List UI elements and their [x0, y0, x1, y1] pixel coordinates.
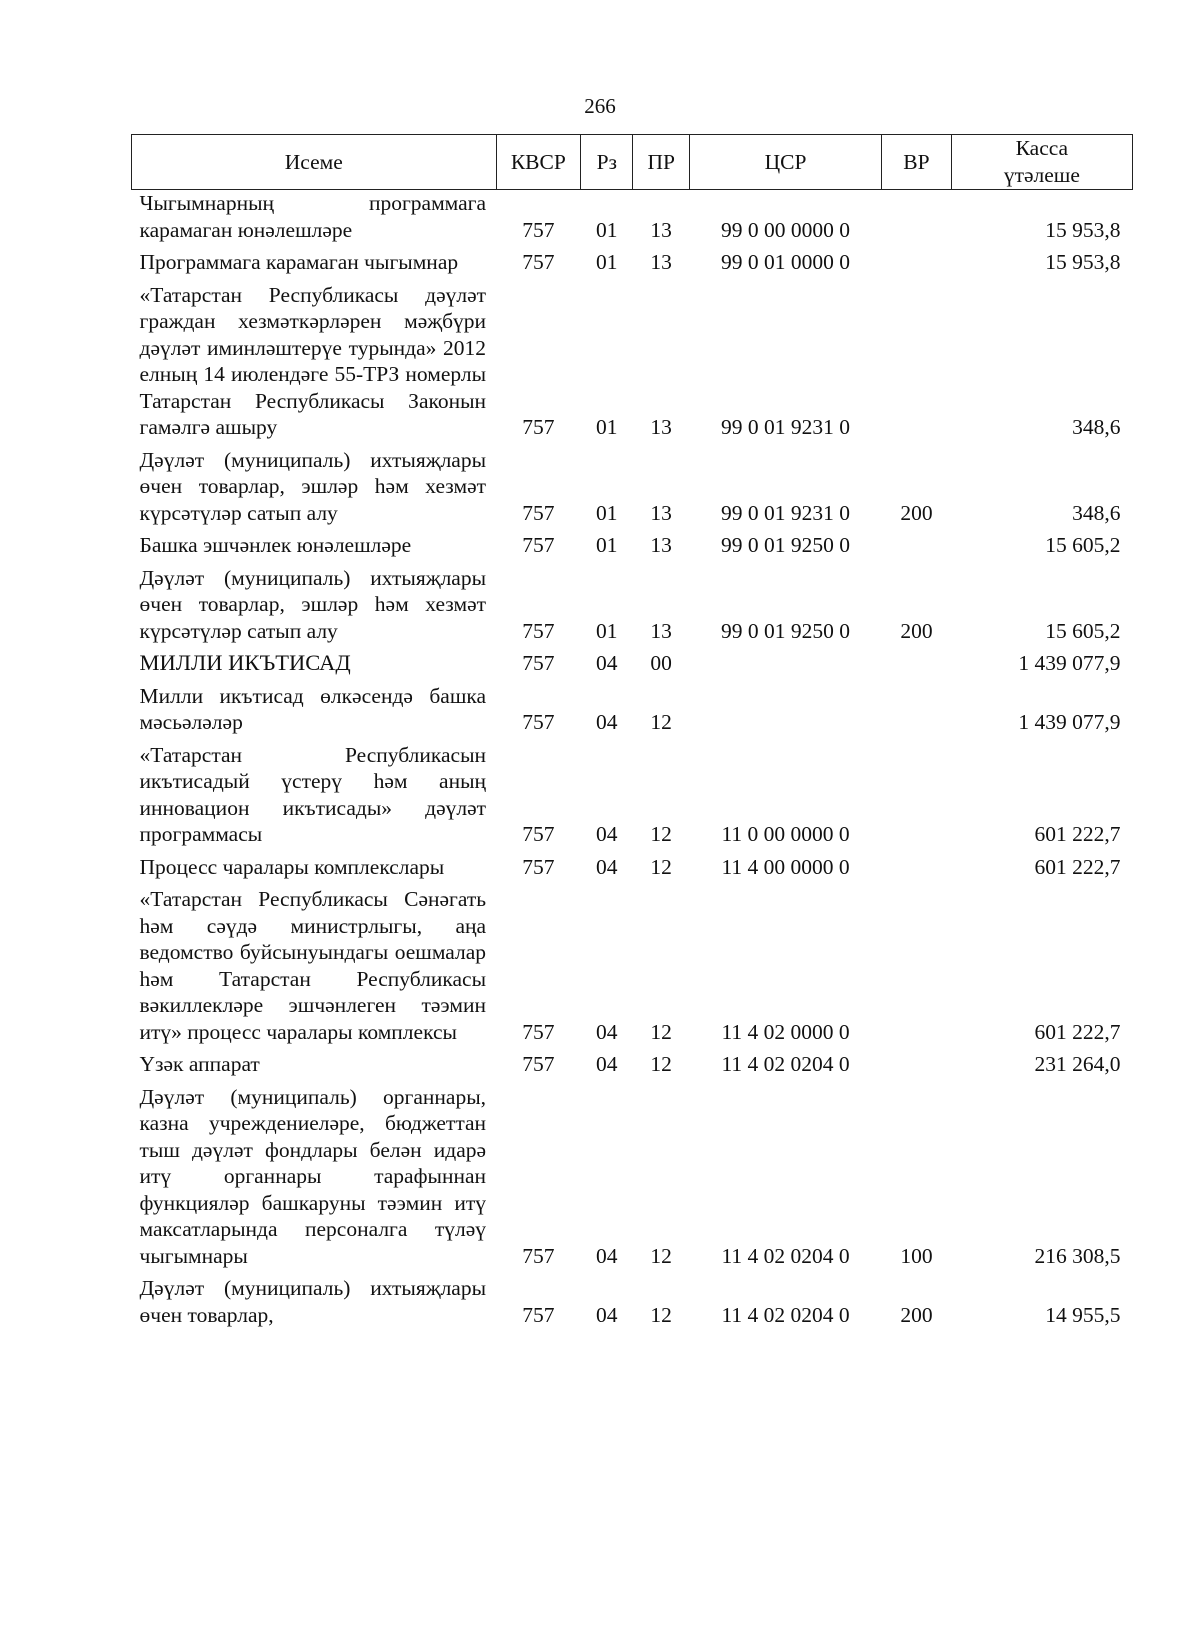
row-csr: 99 0 01 9231 0 [721, 500, 851, 525]
row-csr: 11 4 02 0000 0 [721, 1019, 850, 1044]
row-rz: 01 [596, 500, 618, 525]
row-kassa: 601 222,7 [1034, 854, 1121, 879]
row-pr: 13 [650, 217, 672, 242]
row-vr [882, 886, 951, 1051]
row-rz: 04 [596, 710, 618, 734]
header-kassa [951, 135, 1132, 190]
row-vr [882, 650, 951, 683]
table-row [132, 886, 1133, 1051]
header-rz: Рз [581, 135, 633, 190]
row-rz: 01 [596, 250, 618, 274]
row-kvsr: 757 [522, 533, 555, 557]
row-rz: 04 [596, 1052, 618, 1076]
table-row [132, 190, 1133, 250]
row-csr: 11 4 02 0204 0 [721, 1302, 850, 1327]
row-vr [882, 532, 951, 565]
row-rz: 04 [596, 1019, 618, 1044]
row-pr: 12 [650, 822, 672, 846]
row-kvsr: 757 [522, 1052, 555, 1076]
row-vr [882, 249, 951, 282]
header-vr: ВР [882, 135, 951, 190]
table-row [132, 1084, 1133, 1276]
table-row [132, 282, 1133, 447]
row-kassa: 15 953,8 [1045, 217, 1121, 242]
row-csr: 99 0 01 9231 0 [721, 415, 851, 439]
row-vr [882, 683, 951, 742]
row-pr: 13 [650, 618, 672, 643]
header-csr: ЦСР [689, 135, 881, 190]
row-kassa: 601 222,7 [1034, 822, 1121, 846]
row-pr: 12 [650, 854, 672, 879]
row-kassa: 15 605,2 [1045, 618, 1121, 643]
row-name: МИЛЛИ ИКЪТИСАД [139, 650, 351, 675]
row-kvsr: 757 [522, 710, 555, 734]
row-kvsr: 757 [522, 217, 555, 242]
row-vr [882, 1051, 951, 1084]
row-name: Үзәк аппарат [139, 1052, 260, 1076]
row-rz: 04 [596, 651, 618, 675]
row-csr: 99 0 00 0000 0 [721, 217, 851, 242]
row-csr: 99 0 01 0000 0 [721, 250, 851, 274]
row-vr [882, 854, 951, 887]
row-name: Башка эшчәнлек юнәлешләре [139, 533, 412, 557]
table-row [132, 249, 1133, 282]
table-row [132, 683, 1133, 742]
row-csr [689, 650, 881, 683]
row-rz: 01 [596, 618, 618, 643]
row-rz: 04 [596, 1243, 618, 1268]
row-pr: 12 [650, 1019, 672, 1044]
row-kvsr: 757 [522, 822, 555, 846]
row-csr: 11 4 02 0204 0 [721, 1052, 850, 1076]
header-pr: ПР [633, 135, 689, 190]
row-pr: 12 [650, 1052, 672, 1076]
row-kvsr: 757 [522, 854, 555, 879]
table-row [132, 650, 1133, 683]
row-vr [882, 190, 951, 250]
header-kassa-line2: үтәлеше [1003, 163, 1080, 187]
row-pr: 12 [650, 1302, 672, 1327]
table-body [132, 190, 1133, 1335]
row-name: «Татарстан Республикасы Сәнәгать һәм сәүдә министрлыгы, аңа ведомство буйсынуындагы оешмалар һәм Татарстан Республикасы вәкиллекләре эшчәнлеген тәэмин итү» процесс чаралары комплексы [139, 887, 487, 1044]
row-rz: 04 [596, 854, 618, 879]
row-kvsr: 757 [522, 1243, 555, 1268]
table-row [132, 447, 1133, 533]
row-pr: 13 [650, 533, 672, 557]
row-kvsr: 757 [522, 500, 555, 525]
row-pr: 12 [650, 1243, 672, 1268]
header-kvsr: КВСР [496, 135, 581, 190]
row-csr [689, 683, 881, 742]
row-name: «Татарстан Республикасын икътисадый үстерү һәм аның инновацион икътисады» дәүләт программасы [139, 742, 487, 846]
row-vr: 200 [900, 1302, 933, 1327]
row-name: Программага карамаган чыгымнар [139, 250, 459, 274]
row-kvsr: 757 [522, 250, 555, 274]
row-name: Милли икътисад өлкәсендә башка мәсьәләләр [139, 683, 487, 734]
table-row [132, 1275, 1133, 1334]
row-rz: 01 [596, 217, 618, 242]
row-pr: 12 [650, 710, 672, 734]
row-csr: 11 0 00 0000 0 [721, 822, 850, 846]
row-vr: 200 [900, 618, 933, 643]
header-kassa-line1: Касса [1015, 136, 1069, 160]
row-kassa: 231 264,0 [1034, 1052, 1121, 1076]
row-kassa: 601 222,7 [1034, 1019, 1121, 1044]
row-pr: 13 [650, 415, 672, 439]
row-vr: 200 [900, 500, 933, 525]
row-kassa: 1 439 077,9 [1018, 651, 1121, 675]
row-vr [882, 282, 951, 447]
row-name: «Татарстан Республикасы дәүләт граждан хезмәткәрләрен мәҗбүри дәүләт иминләштерүе турында» 2012 елның 14 июлендәге 55-ТРЗ номерлы Татарстан Республикасы Законын гамәлгә ашыру [139, 282, 487, 439]
row-kvsr: 757 [522, 651, 555, 675]
header-name: Исеме [132, 135, 497, 190]
row-kvsr: 757 [522, 618, 555, 643]
row-kassa: 15 605,2 [1045, 533, 1121, 557]
row-csr: 99 0 01 9250 0 [721, 533, 851, 557]
table-row [132, 1051, 1133, 1084]
row-csr: 11 4 00 0000 0 [721, 854, 850, 879]
row-name: Дәүләт (муниципаль) органнары, казна учреждениеләре, бюджеттан тыш дәүләт фондлары белән идарә итү органнары тарафыннан функцияләр башкаруны тәэмин итү максатларында персоналга түләү чыгымнары [139, 1084, 487, 1268]
row-rz: 04 [596, 1302, 618, 1327]
row-kassa: 14 955,5 [1045, 1302, 1121, 1327]
table-row [132, 742, 1133, 854]
row-pr: 13 [650, 500, 672, 525]
row-rz: 01 [596, 415, 618, 439]
row-kassa: 15 953,8 [1045, 250, 1121, 274]
row-kvsr: 757 [522, 415, 555, 439]
row-csr: 11 4 02 0204 0 [721, 1243, 850, 1268]
row-pr: 00 [650, 651, 672, 675]
row-pr: 13 [650, 250, 672, 274]
table-row [132, 532, 1133, 565]
row-name: Дәүләт (муниципаль) ихтыяҗлары өчен товарлар, эшләр һәм хезмәт күрсәтүләр сатып алу [139, 447, 487, 525]
row-kassa: 348,6 [1072, 415, 1121, 439]
table-row [132, 854, 1133, 887]
row-csr: 99 0 01 9250 0 [721, 618, 851, 643]
row-kvsr: 757 [522, 1302, 555, 1327]
budget-table [131, 134, 1133, 1334]
row-name: Чыгымнарның программага карамаган юнәлешләре [139, 191, 487, 242]
row-kvsr: 757 [522, 1019, 555, 1044]
row-kassa: 216 308,5 [1034, 1243, 1121, 1268]
table-header [132, 135, 1133, 190]
row-rz: 01 [596, 533, 618, 557]
row-vr [882, 742, 951, 854]
row-kassa: 1 439 077,9 [1018, 710, 1121, 734]
page-number: 266 [584, 94, 616, 118]
row-name: Процесс чаралары комплекслары [139, 854, 445, 879]
table-row [132, 565, 1133, 651]
row-name: Дәүләт (муниципаль) ихтыяҗлары өчен товарлар, [139, 1276, 487, 1327]
row-rz: 04 [596, 822, 618, 846]
row-vr: 100 [900, 1243, 933, 1268]
row-name: Дәүләт (муниципаль) ихтыяҗлары өчен товарлар, эшләр һәм хезмәт күрсәтүләр сатып алу [139, 565, 487, 643]
row-kassa: 348,6 [1072, 500, 1121, 525]
